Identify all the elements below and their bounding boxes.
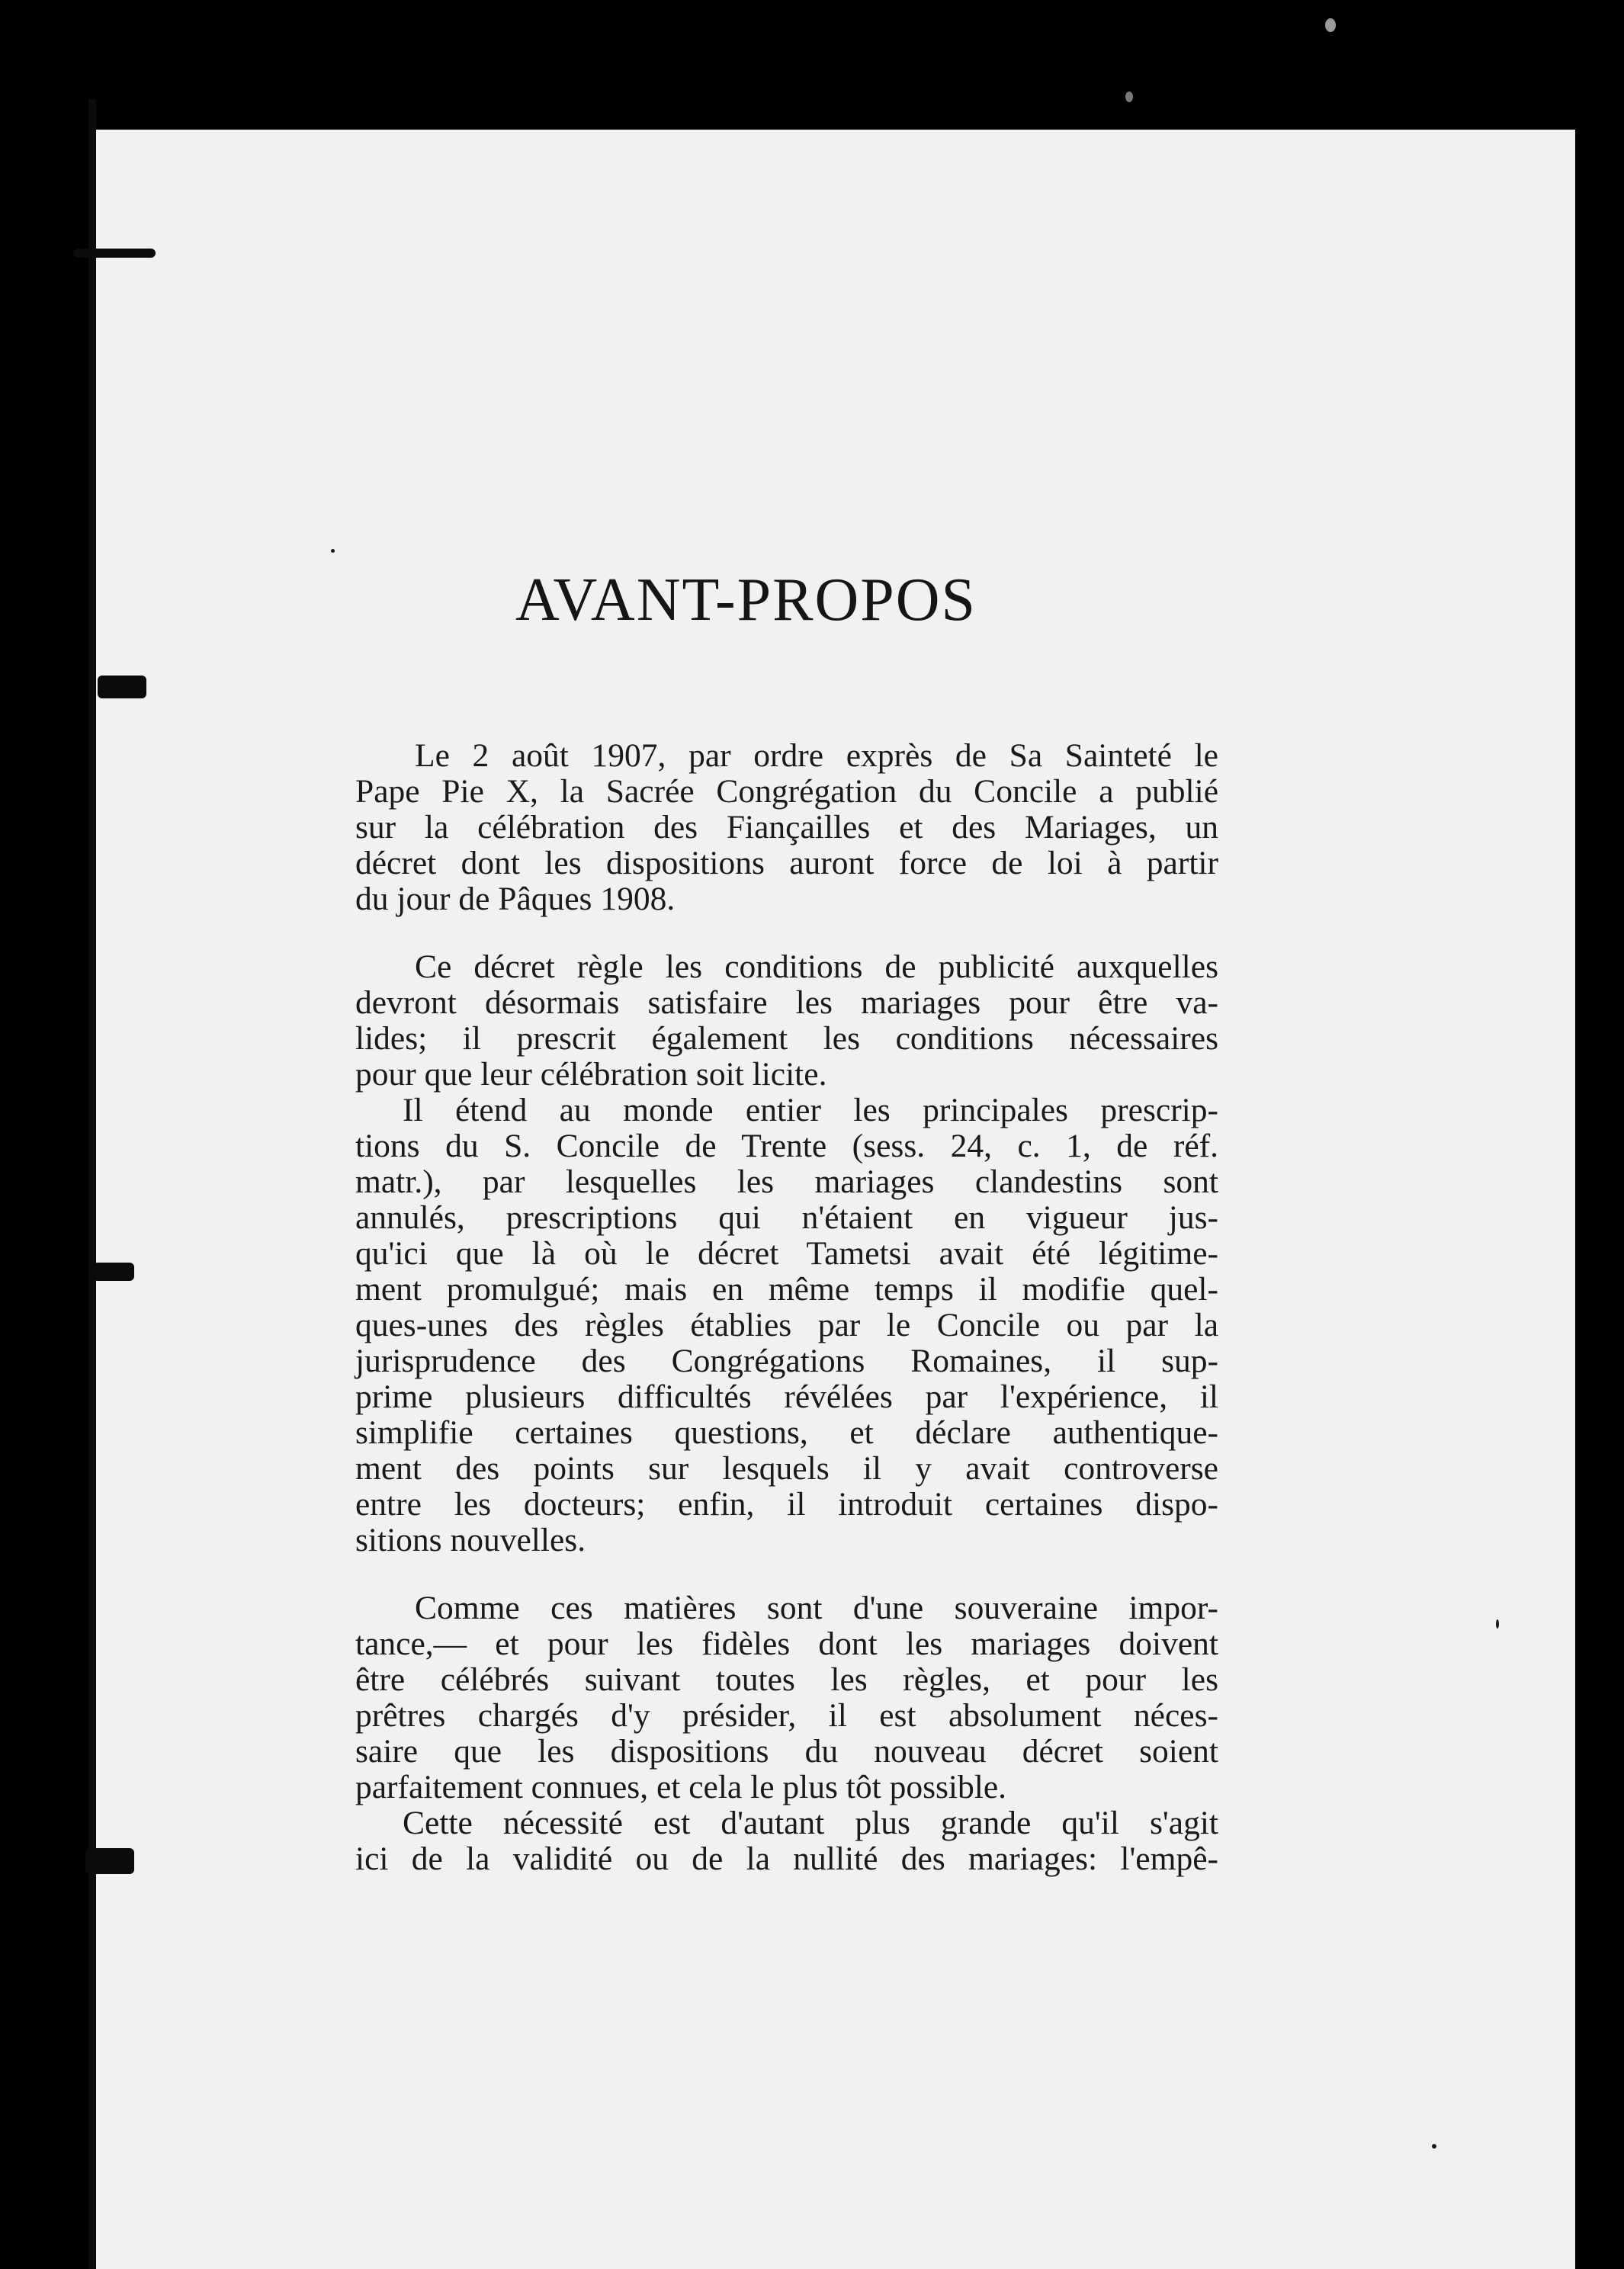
paragraph-gap [355, 1558, 1218, 1590]
text-line: jurisprudence des Congrégations Romaines, il sup- [355, 1343, 1218, 1379]
text-line: sitions nouvelles. [355, 1522, 586, 1558]
text-line: sur la célébration des Fiançailles et des Mariages, un [355, 809, 1218, 846]
text-line: Ce décret règle les conditions de publicité auxquelles [415, 948, 1218, 985]
text-line: Cette nécessité est d'autant plus grande qu'il s'agit [403, 1805, 1218, 1841]
text-line: ici de la validité ou de la nullité des mariages: l'empê- [355, 1841, 1218, 1877]
text-line: qu'ici que là où le décret Tametsi avait été légitime- [355, 1235, 1218, 1272]
text-line: ment des points sur lesquels il y avait controverse [355, 1450, 1218, 1487]
binding-clip-mark [73, 249, 156, 258]
text-line: ment promulgué; mais en même temps il modifie quel- [355, 1271, 1218, 1308]
binding-clip-mark [93, 1263, 134, 1281]
text-line: Le 2 août 1907, par ordre exprès de Sa Sainteté le [415, 737, 1218, 774]
binding-clip-mark [85, 1848, 134, 1874]
paragraph-gap [355, 917, 1218, 949]
text-line: parfaitement connues, et cela le plus tôt possible. [355, 1769, 1007, 1805]
text-line: Il étend au monde entier les principales prescrip- [403, 1092, 1218, 1128]
text-line: lides; il prescrit également les conditions nécessaires [355, 1020, 1218, 1057]
text-line: décret dont les dispositions auront force de loi à partir [355, 845, 1218, 881]
text-line: Pape Pie X, la Sacrée Congrégation du Concile a publié [355, 773, 1218, 810]
binding-clip-mark [98, 676, 146, 698]
text-line: entre les docteurs; enfin, il introduit certaines dispo- [355, 1486, 1218, 1523]
text-line: annulés, prescriptions qui n'étaient en vigueur jus- [355, 1199, 1218, 1236]
page-title: AVANT-PROPOS [515, 566, 977, 634]
text-line: simplifie certaines questions, et déclare authentique- [355, 1414, 1218, 1451]
text-line: tance,— et pour les fidèles dont les mariages doivent [355, 1626, 1218, 1662]
text-line: tions du S. Concile de Trente (sess. 24, c. 1, de réf. [355, 1128, 1218, 1164]
body-text [355, 738, 1218, 1877]
scan-speck [1325, 18, 1336, 32]
scan-speck [1496, 1619, 1499, 1629]
text-line: ques-unes des règles établies par le Concile ou par la [355, 1307, 1218, 1343]
text-line: saire que les dispositions du nouveau décret soient [355, 1733, 1218, 1770]
binding-rule [88, 99, 96, 2269]
text-line: prêtres chargés d'y présider, il est absolument néces- [355, 1697, 1218, 1734]
text-line: matr.), par lesquelles les mariages clandestins sont [355, 1163, 1218, 1200]
text-line: du jour de Pâques 1908. [355, 881, 676, 917]
scan-speck [331, 549, 335, 553]
text-line: pour que leur célébration soit licite. [355, 1056, 827, 1093]
text-line: Comme ces matières sont d'une souveraine impor- [415, 1590, 1218, 1626]
scan-speck [1125, 91, 1133, 102]
text-line: être célébrés suivant toutes les règles, et pour les [355, 1661, 1218, 1698]
scan-speck [1432, 2144, 1436, 2149]
text-line: devront désormais satisfaire les mariages pour être va- [355, 984, 1218, 1021]
text-line: prime plusieurs difficultés révélées par l'expérience, il [355, 1378, 1218, 1415]
